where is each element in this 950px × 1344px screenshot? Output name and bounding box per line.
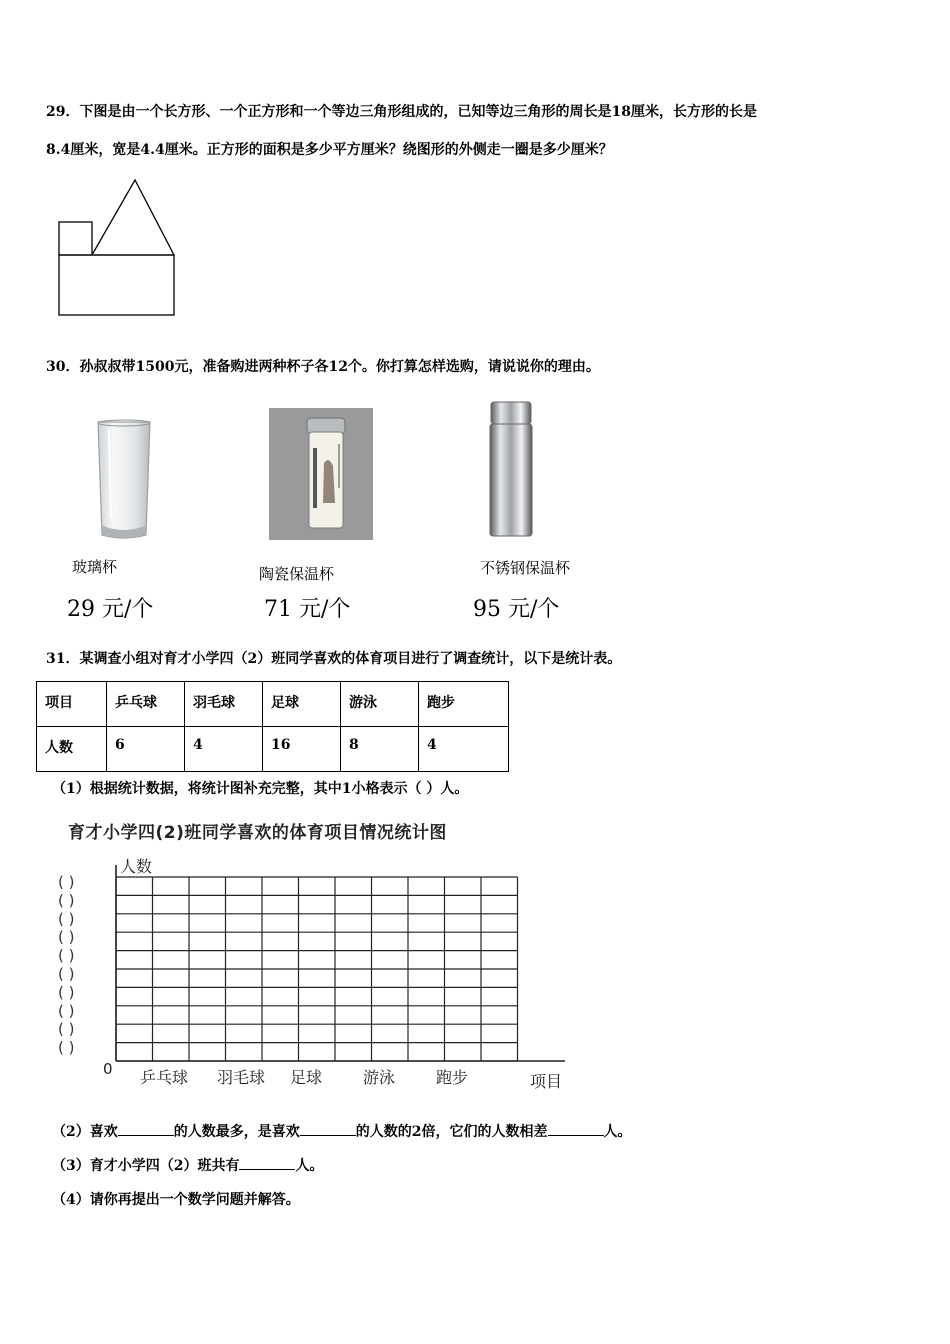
table-cell: 跑步 xyxy=(419,682,509,727)
answer-blank[interactable] xyxy=(239,1155,295,1170)
chart-title: 育才小学四(2)班同学喜欢的体育项目情况统计图 xyxy=(68,823,447,843)
square-shape xyxy=(59,222,92,255)
ceramic-cup-label: 陶瓷保温杯 xyxy=(259,565,335,583)
y-tick-label: ( ) xyxy=(58,1001,75,1020)
table-cell: 足球 xyxy=(263,682,341,727)
y-tick-label: ( ) xyxy=(58,1038,75,1057)
table-cell: 16 xyxy=(263,727,341,772)
table-cell: 项目 xyxy=(37,682,107,727)
table-cell: 乒乓球 xyxy=(107,682,185,727)
q31-sub1: （1）根据统计数据，将统计图补充完整，其中1小格表示（ ）人。 xyxy=(52,781,469,797)
answer-blank[interactable] xyxy=(300,1121,356,1136)
ceramic-cup-price: 71 元/个 xyxy=(264,597,351,622)
y-tick-label: ( ) xyxy=(58,909,75,928)
answer-blank[interactable] xyxy=(118,1121,174,1136)
chart-grid xyxy=(116,865,565,1061)
table-cell: 6 xyxy=(107,727,185,772)
chart-x-labels xyxy=(140,1068,468,1087)
sub3-text-a: （3）育才小学四（2）班共有 xyxy=(52,1158,240,1174)
bar-chart xyxy=(40,852,580,1097)
y-tick-label: ( ) xyxy=(58,928,75,947)
y-tick-label: ( ) xyxy=(58,891,75,910)
x-category-label: 足球 xyxy=(290,1068,323,1087)
y-tick-label: ( ) xyxy=(58,946,75,965)
chart-ylabel: 人数 xyxy=(120,857,153,876)
sub2-text-c: 的人数的2倍，它们的人数相差 xyxy=(355,1124,548,1140)
chart-xlabel: 项目 xyxy=(530,1072,563,1091)
table-cell: 羽毛球 xyxy=(185,682,263,727)
glass-cup-price: 29 元/个 xyxy=(67,597,154,622)
sub2-text-a: （2）喜欢 xyxy=(52,1124,118,1140)
steel-cup-label: 不锈钢保温杯 xyxy=(480,559,571,577)
sub2-text-d: 人。 xyxy=(603,1124,632,1140)
table-row xyxy=(37,682,509,727)
y-tick-label: ( ) xyxy=(58,983,75,1002)
table-cell: 游泳 xyxy=(341,682,419,727)
glass-cup-label: 玻璃杯 xyxy=(72,558,118,576)
steel-cup-image xyxy=(486,400,538,540)
ceramic-cup-image xyxy=(269,408,373,540)
glass-cup-image xyxy=(95,418,153,543)
sub3-text-b: 人。 xyxy=(295,1158,324,1174)
chart-y-ticks xyxy=(58,873,74,1057)
y-tick-label: ( ) xyxy=(58,965,75,983)
chart-y-origin: 0 xyxy=(103,1060,113,1078)
table-cell: 8 xyxy=(341,727,419,772)
q29-line1: 29．下图是由一个长方形、一个正方形和一个等边三角形组成的，已知等边三角形的周长是18厘米，长方形的长是 xyxy=(46,104,757,120)
stats-table xyxy=(36,681,509,772)
table-cell: 人数 xyxy=(37,727,107,772)
q31-sub4: （4）请你再提出一个数学问题并解答。 xyxy=(52,1192,300,1208)
table-row xyxy=(37,727,509,772)
x-category-label: 乒乓球 xyxy=(140,1068,189,1087)
q29-line2: 8.4厘米，宽是4.4厘米。正方形的面积是多少平方厘米？绕图形的外侧走一圈是多少厘米？ xyxy=(46,142,613,158)
q31-sub2 xyxy=(52,1121,632,1143)
shape-figure xyxy=(55,176,180,318)
q31-text: 31．某调查小组对育才小学四（2）班同学喜欢的体育项目进行了调查统计，以下是统计表。 xyxy=(46,651,622,667)
x-category-label: 游泳 xyxy=(363,1068,396,1087)
y-tick-label: ( ) xyxy=(58,1020,75,1039)
answer-blank[interactable] xyxy=(548,1121,604,1136)
rectangle-shape xyxy=(59,255,174,315)
y-tick-label: ( ) xyxy=(58,873,75,891)
triangle-shape xyxy=(92,180,174,255)
q31-sub3 xyxy=(52,1155,323,1177)
q30-text: 30．孙叔叔带1500元，准备购进两种杯子各12个。你打算怎样选购，请说说你的理由。 xyxy=(46,359,600,375)
sub2-text-b: 的人数最多，是喜欢 xyxy=(173,1124,300,1140)
table-cell: 4 xyxy=(185,727,263,772)
x-category-label: 跑步 xyxy=(436,1068,469,1087)
table-cell: 4 xyxy=(419,727,509,772)
x-category-label: 羽毛球 xyxy=(217,1068,266,1087)
steel-cup-price: 95 元/个 xyxy=(473,597,560,622)
